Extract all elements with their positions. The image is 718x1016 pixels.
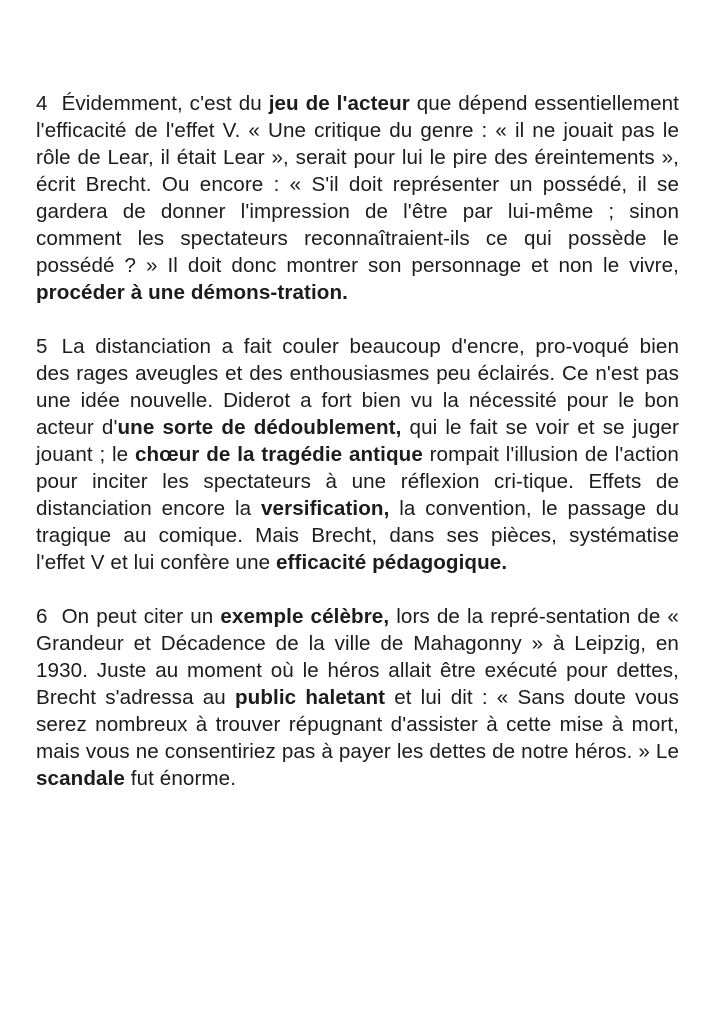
paragraph-number: 6 bbox=[36, 605, 48, 628]
bold-term: jeu de l'acteur bbox=[268, 92, 410, 115]
paragraph-6 bbox=[36, 603, 679, 792]
text-segment: fut énorme. bbox=[124, 767, 237, 790]
text-segment: lors de la repré-sentation de « Grandeur et Décadence de la ville de Mahagonny » à Leipzig, en 1930. Juste au moment où le héros allait être exécuté pour dettes, Brecht s'adressa au bbox=[36, 605, 679, 709]
bold-term: versification, bbox=[260, 497, 390, 520]
bold-term: chœur de la tragédie antique bbox=[134, 443, 423, 466]
paragraph-number: 5 bbox=[36, 335, 48, 358]
document-page bbox=[36, 90, 679, 792]
text-segment: La distanciation a fait couler beaucoup d'encre, pro-voqué bien des rages aveugles et des enthousiasmes peu éclairés. Ce n'est pas une idée nouvelle. Diderot a fort bien vu la nécessité pour le bon acteur d' bbox=[36, 335, 679, 439]
bold-term: une sorte de dédoublement, bbox=[117, 416, 402, 439]
paragraph-4 bbox=[36, 90, 679, 306]
bold-term: scandale bbox=[36, 767, 125, 790]
paragraph-5 bbox=[36, 333, 679, 576]
text-segment: On peut citer un bbox=[61, 605, 221, 628]
text-segment: Évidemment, c'est du bbox=[61, 92, 269, 115]
text-segment: que dépend essentiellement l'efficacité de l'effet V. « Une critique du genre : « il ne jouait pas le rôle de Lear, il était Lear », serait pour lui le pire des éreintements », écrit Brecht. Ou encore : « S'il doit représenter un possédé, il se gardera de donner l'impression de l'être par lui-même ; sinon comment les spectateurs reconnaîtraient-ils ce qui possède le possédé ? » Il doit donc montrer son personnage et non le vivre, bbox=[36, 92, 680, 277]
bold-term: efficacité pédagogique. bbox=[276, 551, 508, 574]
text-segment: qui le fait se voir et se juger jouant ; le bbox=[36, 416, 680, 466]
paragraph-number: 4 bbox=[36, 92, 48, 115]
bold-term: exemple célèbre, bbox=[220, 605, 390, 628]
bold-term: public haletant bbox=[234, 686, 386, 709]
text-segment: la convention, le passage du tragique au comique. Mais Brecht, dans ses pièces, systématise l'effet V et lui confère une bbox=[36, 497, 679, 574]
text-segment: rompait l'illusion de l'action pour inciter les spectateurs à une réflexion cri-tique. Effets de distanciation encore la bbox=[36, 443, 679, 520]
text-segment: et lui dit : « Sans doute vous serez nombreux à trouver répugnant d'assister à cette mise à mort, mais vous ne consentiriez pas à payer les dettes de notre héros. » Le bbox=[36, 686, 679, 763]
bold-term: procéder à une démons-tration. bbox=[36, 281, 348, 304]
